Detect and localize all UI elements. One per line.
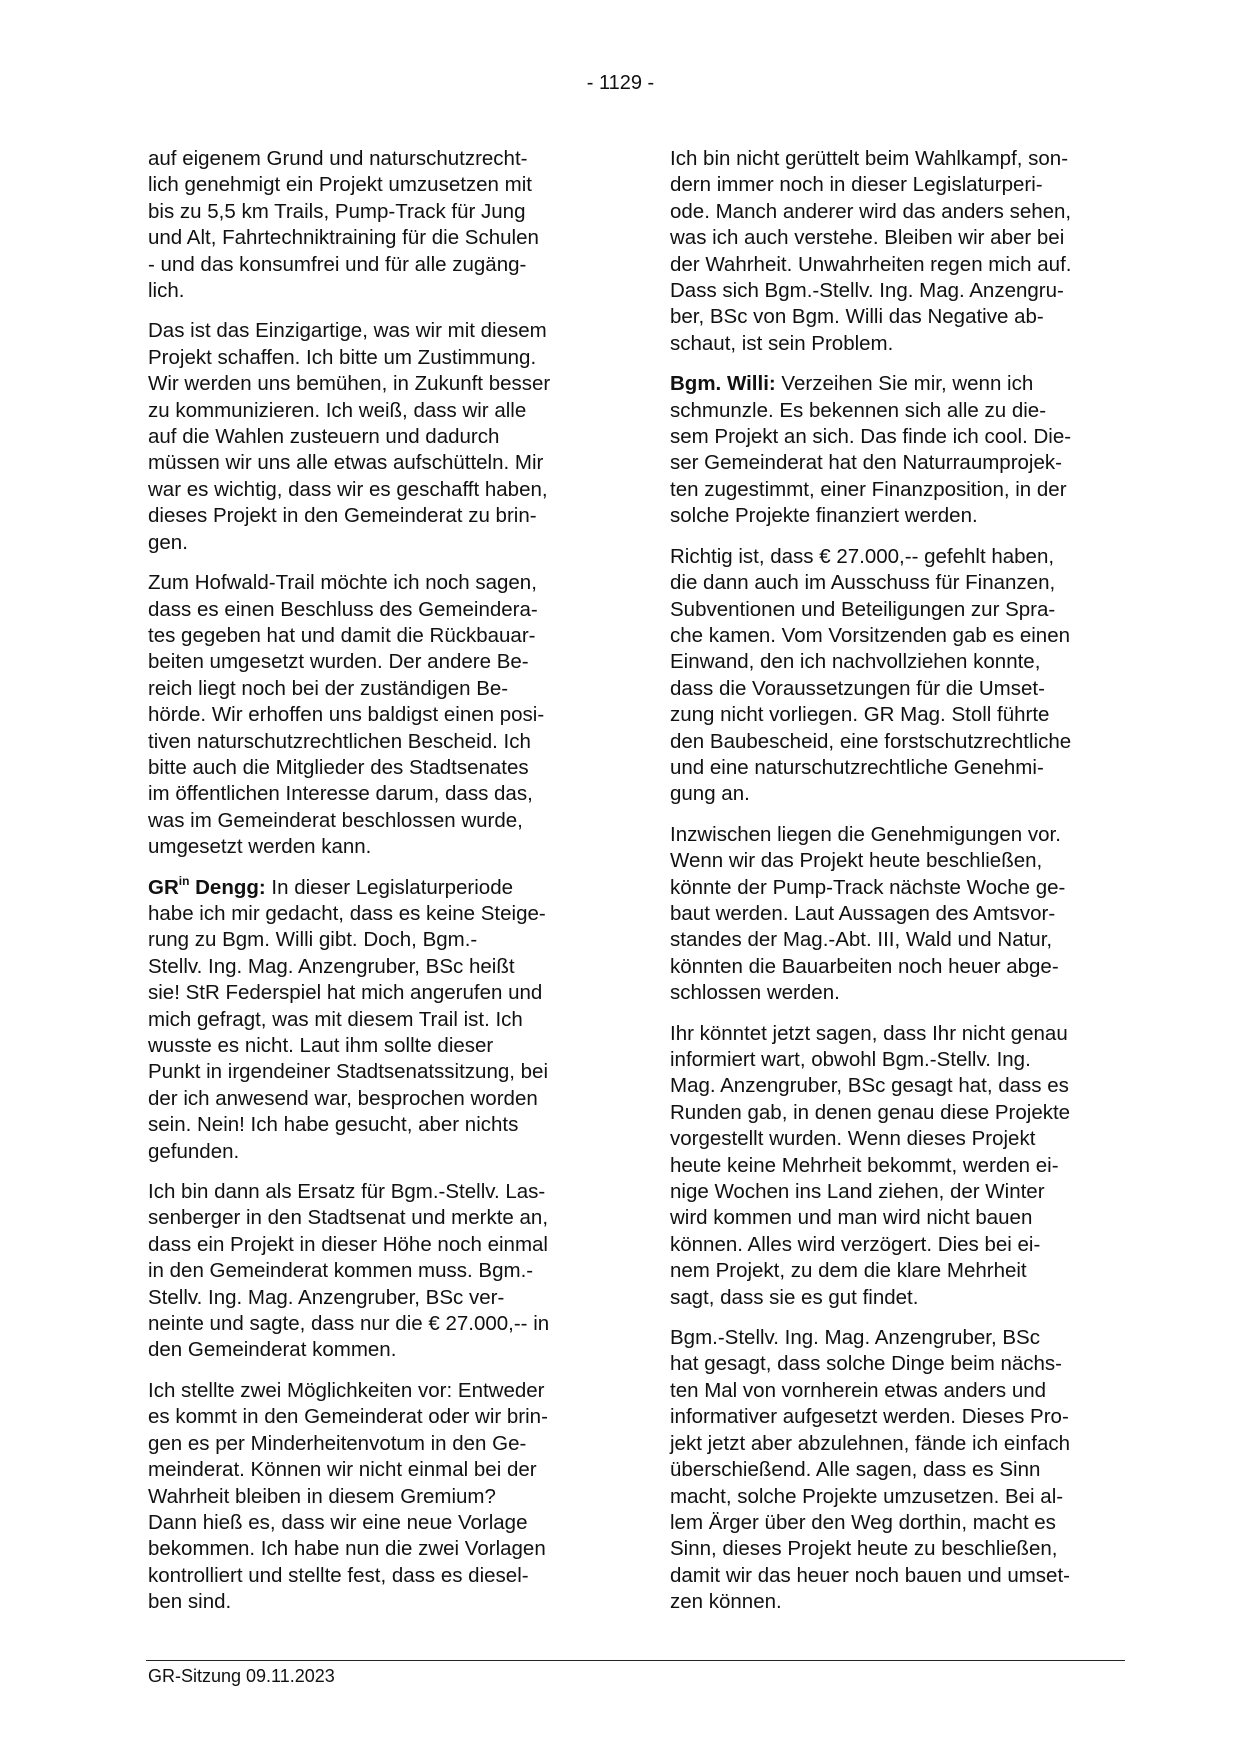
speaker-label: Bgm. Willi: (670, 372, 776, 396)
page-number: - 1129 - (586, 72, 655, 94)
paragraph: Ich bin nicht gerüttelt beim Wahlkampf, son- dern immer noch in dieser Legislaturperi- ode. Manch anderer wird das anders sehen, was ich auch verstehe. Bleiben wir aber bei der Wahrheit. Unwahrheiten regen mich auf. Dass sich Bgm.-Stellv. Ing. Mag. Anzengru- ber, BSc von Bgm. Willi das Negative ab- schaut, ist sein Problem. (670, 147, 1072, 355)
left-column (148, 146, 593, 1630)
speaker-label (148, 873, 266, 899)
paragraph: Ich stellte zwei Möglichkeiten vor: Entweder es kommt in den Gemeinderat oder wir brin- gen es per Minderheitenvotum in den Ge- meinderat. Können wir nicht einmal bei der Wahrheit bleiben in diesem Gremium? Dann hieß es, dass wir eine neue Vorlage bekommen. Ich habe nun die zwei Vorlagen kontrolliert und stellte fest, dass es diesel- ben sind. (148, 1378, 548, 1614)
paragraph: Inzwischen liegen die Genehmigungen vor. Wenn wir das Projekt heute beschließen, könnte der Pump-Track nächste Woche ge- baut werden. Laut Aussagen des Amtsvor- standes der Mag.-Abt. III, Wald und Natur, könnten die Bauarbeiten noch heuer abge- schlossen werden. (670, 822, 1066, 1005)
paragraph: Ihr könntet jetzt sagen, dass Ihr nicht genau informiert wart, obwohl Bgm.-Stellv. Ing. Mag. Anzengruber, BSc gesagt hat, dass es Runden gab, in denen genau diese Projekte vorgestellt wurden. Wenn dieses Projekt heute keine Mehrheit bekommt, werden ei- nige Wochen ins Land ziehen, der Winter wird kommen und man wird nicht bauen können. Alles wird verzögert. Dies bei ei- nem Projekt, zu dem die klare Mehrheit sagt, dass sie es gut findet. (670, 1021, 1071, 1309)
speaker-name: Dengg: (189, 875, 266, 899)
paragraph-with-speaker (670, 371, 1115, 529)
speaker-title-suffix: in (178, 873, 190, 888)
footer-divider (146, 1660, 1125, 1661)
paragraph: Ich bin dann als Ersatz für Bgm.-Stellv. Las- senberger in den Stadtsenat und merkte an, dass ein Projekt in dieser Höhe noch einmal in den Gemeinderat kommen muss. Bgm.- Stellv. Ing. Mag. Anzengruber, BSc ver- neinte und sagte, dass nur die € 27.000,-- in den Gemeinderat kommen. (148, 1180, 550, 1362)
footer-session-date: GR-Sitzung 09.11.2023 (148, 1666, 335, 1686)
paragraph: Das ist das Einzigartige, was wir mit diesem Projekt schaffen. Ich bitte um Zustimmung. Wir werden uns bemühen, in Zukunft besser zu kommunizieren. Ich weiß, dass wir alle auf die Wahlen zusteuern und dadurch müssen wir uns alle etwas aufschütteln. Mir war es wichtig, dass wir es geschafft haben, dieses Projekt in den Gemeinderat zu brin- gen. (148, 319, 551, 554)
paragraph-with-speaker (148, 875, 593, 1165)
speaker-title: GR (148, 875, 179, 899)
speech-text: Verzeihen Sie mir, wenn ich schmunzle. Es bekennen sich alle zu die- sem Projekt an sich. Das finde ich cool. Die- ser Gemeinderat hat den Naturraumprojek- ten zugestimmt, einer Finanzposition, in der solche Projekte finanziert werden. (670, 372, 1072, 528)
paragraph: Bgm.-Stellv. Ing. Mag. Anzengruber, BSc hat gesagt, dass solche Dinge beim nächs- ten Mal von vornherein etwas anders und informativer aufgesetzt werden. Dieses Pro- jekt jetzt aber abzulehnen, fände ich einfach überschießend. Alle sagen, dass es Sinn macht, solche Projekte umzusetzen. Bei al- lem Ärger über den Weg dorthin, macht es Sinn, dieses Projekt heute zu beschließen, damit wir das heuer noch bauen und umset- zen können. (670, 1326, 1071, 1614)
paragraph: Zum Hofwald-Trail möchte ich noch sagen, dass es einen Beschluss des Gemeindera- tes gegeben hat und damit die Rückbauar- beiten umgesetzt wurden. Der andere Be- reich liegt noch bei der zuständigen Be- hörde. Wir erhoffen uns baldigst einen posi- tiven naturschutzrechtlichen Bescheid. Ich bitte auch die Mitglieder des Stadtsenates im öffentlichen Interesse darum, dass das, was im Gemeinderat beschlossen wurde, umgesetzt werden kann. (148, 571, 545, 859)
right-column (670, 146, 1115, 1630)
paragraph: auf eigenem Grund und naturschutzrecht- lich genehmigt ein Projekt umzusetzen mit bis zu 5,5 km Trails, Pump-Track für Jung und Alt, Fahrtechniktraining für die Schulen - und das konsumfrei und für alle zugäng- lich. (148, 147, 539, 303)
speech-text: In dieser Legislaturperiode habe ich mir gedacht, dass es keine Steige- rung zu Bgm. Willi gibt. Doch, Bgm.- Stellv. Ing. Mag. Anzengruber, BSc heißt sie! StR Federspiel hat mich angerufen und mich gefragt, was mit diesem Trail ist. Ich wusste es nicht. Laut ihm sollte dieser Punkt in irgendeiner Stadtsenatssitzung, bei der ich anwesend war, besprochen worden sein. Nein! Ich habe gesucht, aber nichts gefunden. (148, 875, 549, 1163)
paragraph: Richtig ist, dass € 27.000,-- gefehlt haben, die dann auch im Ausschuss für Finanzen, Subventionen und Beteiligungen zur Spra- che kamen. Vom Vorsitzenden gab es einen Einwand, den ich nachvollziehen konnte, dass die Voraussetzungen für die Umset- zung nicht vorliegen. GR Mag. Stoll führte den Baubescheid, eine forstschutzrechtliche und eine naturschutzrechtliche Genehmi- gung an. (670, 544, 1072, 806)
